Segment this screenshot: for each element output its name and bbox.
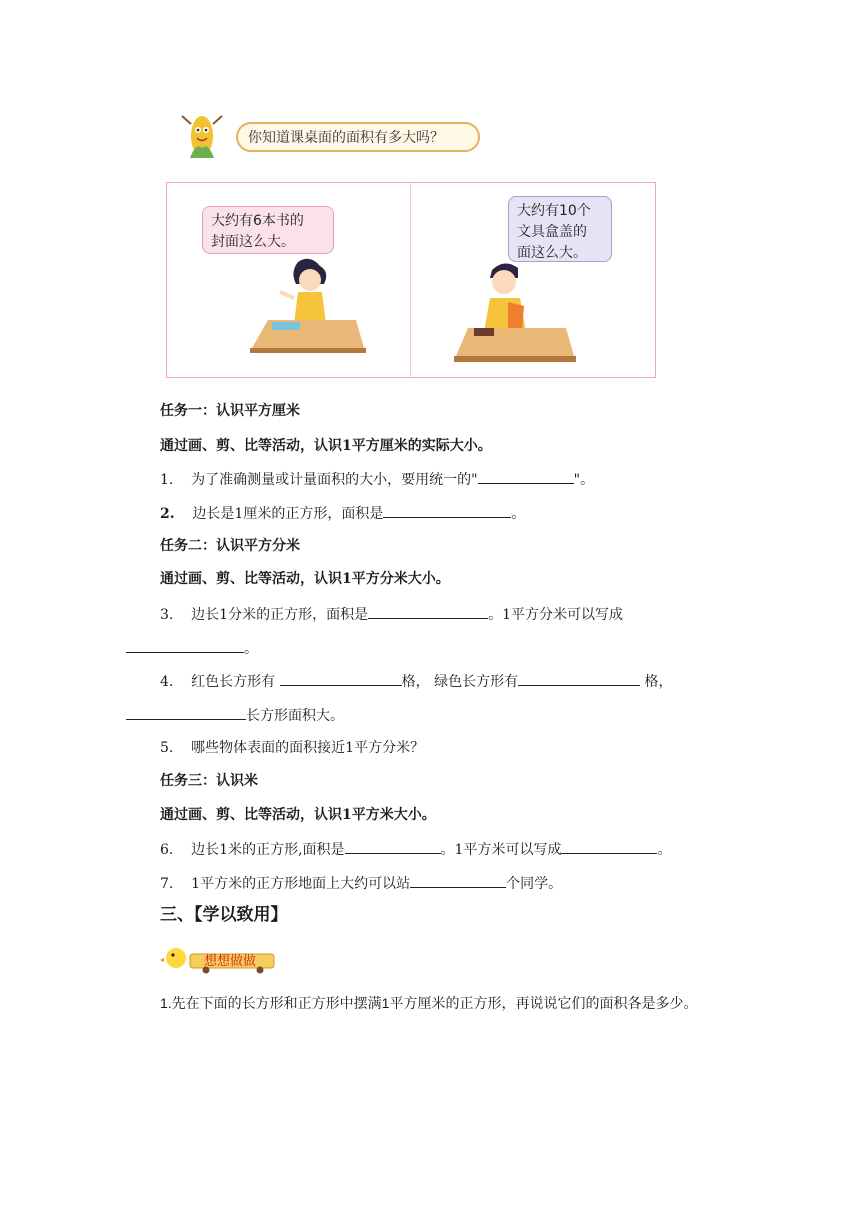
question-text: 哪些物体表面的面积接近1平方分米？ bbox=[191, 740, 425, 756]
section-3-heading: 三、【学以致用】 bbox=[160, 905, 288, 925]
answer-blank[interactable] bbox=[345, 838, 441, 854]
question-text: 1平方米的正方形地面上大约可以站 bbox=[191, 876, 411, 892]
question-6 bbox=[160, 838, 671, 859]
question-number: 6. bbox=[160, 842, 174, 858]
answer-blank[interactable] bbox=[518, 670, 640, 686]
question-text: 。 bbox=[657, 842, 672, 858]
answer-blank[interactable] bbox=[126, 704, 246, 720]
girl-speech-line: 封面这么大。 bbox=[211, 234, 295, 250]
question-3-continued bbox=[126, 637, 258, 658]
question-number: 1. bbox=[160, 472, 174, 488]
answer-blank[interactable] bbox=[280, 670, 402, 686]
boy-speech-bubble bbox=[508, 196, 612, 262]
boy-speech-line: 面这么大。 bbox=[517, 245, 587, 261]
question-number: 5. bbox=[160, 740, 174, 756]
question-7 bbox=[160, 872, 562, 893]
answer-blank[interactable] bbox=[478, 468, 574, 484]
task3-title: 任务三：认识米 bbox=[160, 773, 258, 789]
question-number: 7. bbox=[160, 876, 174, 892]
question-2 bbox=[160, 502, 525, 523]
answer-blank[interactable] bbox=[126, 637, 244, 653]
corn-mascot-icon bbox=[178, 106, 226, 166]
boy-at-desk-illustration bbox=[452, 256, 578, 366]
question-4 bbox=[160, 670, 673, 691]
girl-speech-line: 大约有6本书的 bbox=[211, 213, 304, 229]
girl-at-desk-illustration bbox=[246, 252, 372, 358]
question-text: 长方形面积大。 bbox=[246, 708, 344, 724]
question-text: 红色长方形有 bbox=[191, 674, 276, 690]
question-text: 边长1米的正方形,面积是 bbox=[191, 842, 345, 858]
girl-speech-bubble bbox=[202, 206, 334, 254]
question-3 bbox=[160, 603, 623, 624]
task3-activity: 通过画、剪、比等活动，认识1平方米大小。 bbox=[160, 807, 436, 823]
answer-blank[interactable] bbox=[368, 603, 488, 619]
intro-question-bubble: 你知道课桌面的面积有多大吗？ bbox=[236, 122, 480, 152]
answer-blank[interactable] bbox=[561, 838, 657, 854]
panel-divider bbox=[410, 183, 411, 377]
task2-activity: 通过画、剪、比等活动，认识1平方分米大小。 bbox=[160, 571, 450, 587]
question-text: 边长1分米的正方形，面积是 bbox=[191, 607, 369, 623]
question-text: 格， 绿色长方形有 bbox=[401, 674, 519, 690]
boy-speech-line: 文具盒盖的 bbox=[517, 224, 587, 240]
question-text: "。 bbox=[573, 472, 595, 488]
question-text: 。1平方分米可以写成 bbox=[488, 607, 624, 623]
task1-activity: 通过画、剪、比等活动，认识1平方厘米的实际大小。 bbox=[160, 438, 492, 454]
question-text: 为了准确测量或计量面积的大小，要用统一的" bbox=[191, 472, 478, 488]
task2-title: 任务二：认识平方分米 bbox=[160, 538, 300, 554]
question-5 bbox=[160, 737, 424, 757]
question-text: 个同学。 bbox=[506, 876, 563, 892]
practice-question-1: 1.先在下面的长方形和正方形中摆满1平方厘米的正方形，再说说它们的面积各是多少。 bbox=[160, 995, 698, 1011]
question-text: 边长是1厘米的正方形，面积是 bbox=[192, 506, 384, 522]
boy-speech-line: 大约有10个 bbox=[517, 203, 591, 219]
question-text: 。 bbox=[511, 506, 526, 522]
question-number: 3. bbox=[160, 607, 174, 623]
task1-title: 任务一：认识平方厘米 bbox=[160, 403, 300, 419]
question-number: 2. bbox=[160, 506, 175, 522]
question-text: 。 bbox=[244, 641, 258, 657]
question-4-continued bbox=[126, 704, 344, 725]
question-1 bbox=[160, 468, 594, 489]
xiang-xiang-zuo-zuo-label: 想想做做 bbox=[204, 954, 257, 969]
question-text: 。1平方米可以写成 bbox=[440, 842, 562, 858]
answer-blank[interactable] bbox=[383, 502, 511, 518]
question-number: 4. bbox=[160, 674, 174, 690]
answer-blank[interactable] bbox=[410, 872, 506, 888]
question-text: 格， bbox=[644, 674, 673, 690]
